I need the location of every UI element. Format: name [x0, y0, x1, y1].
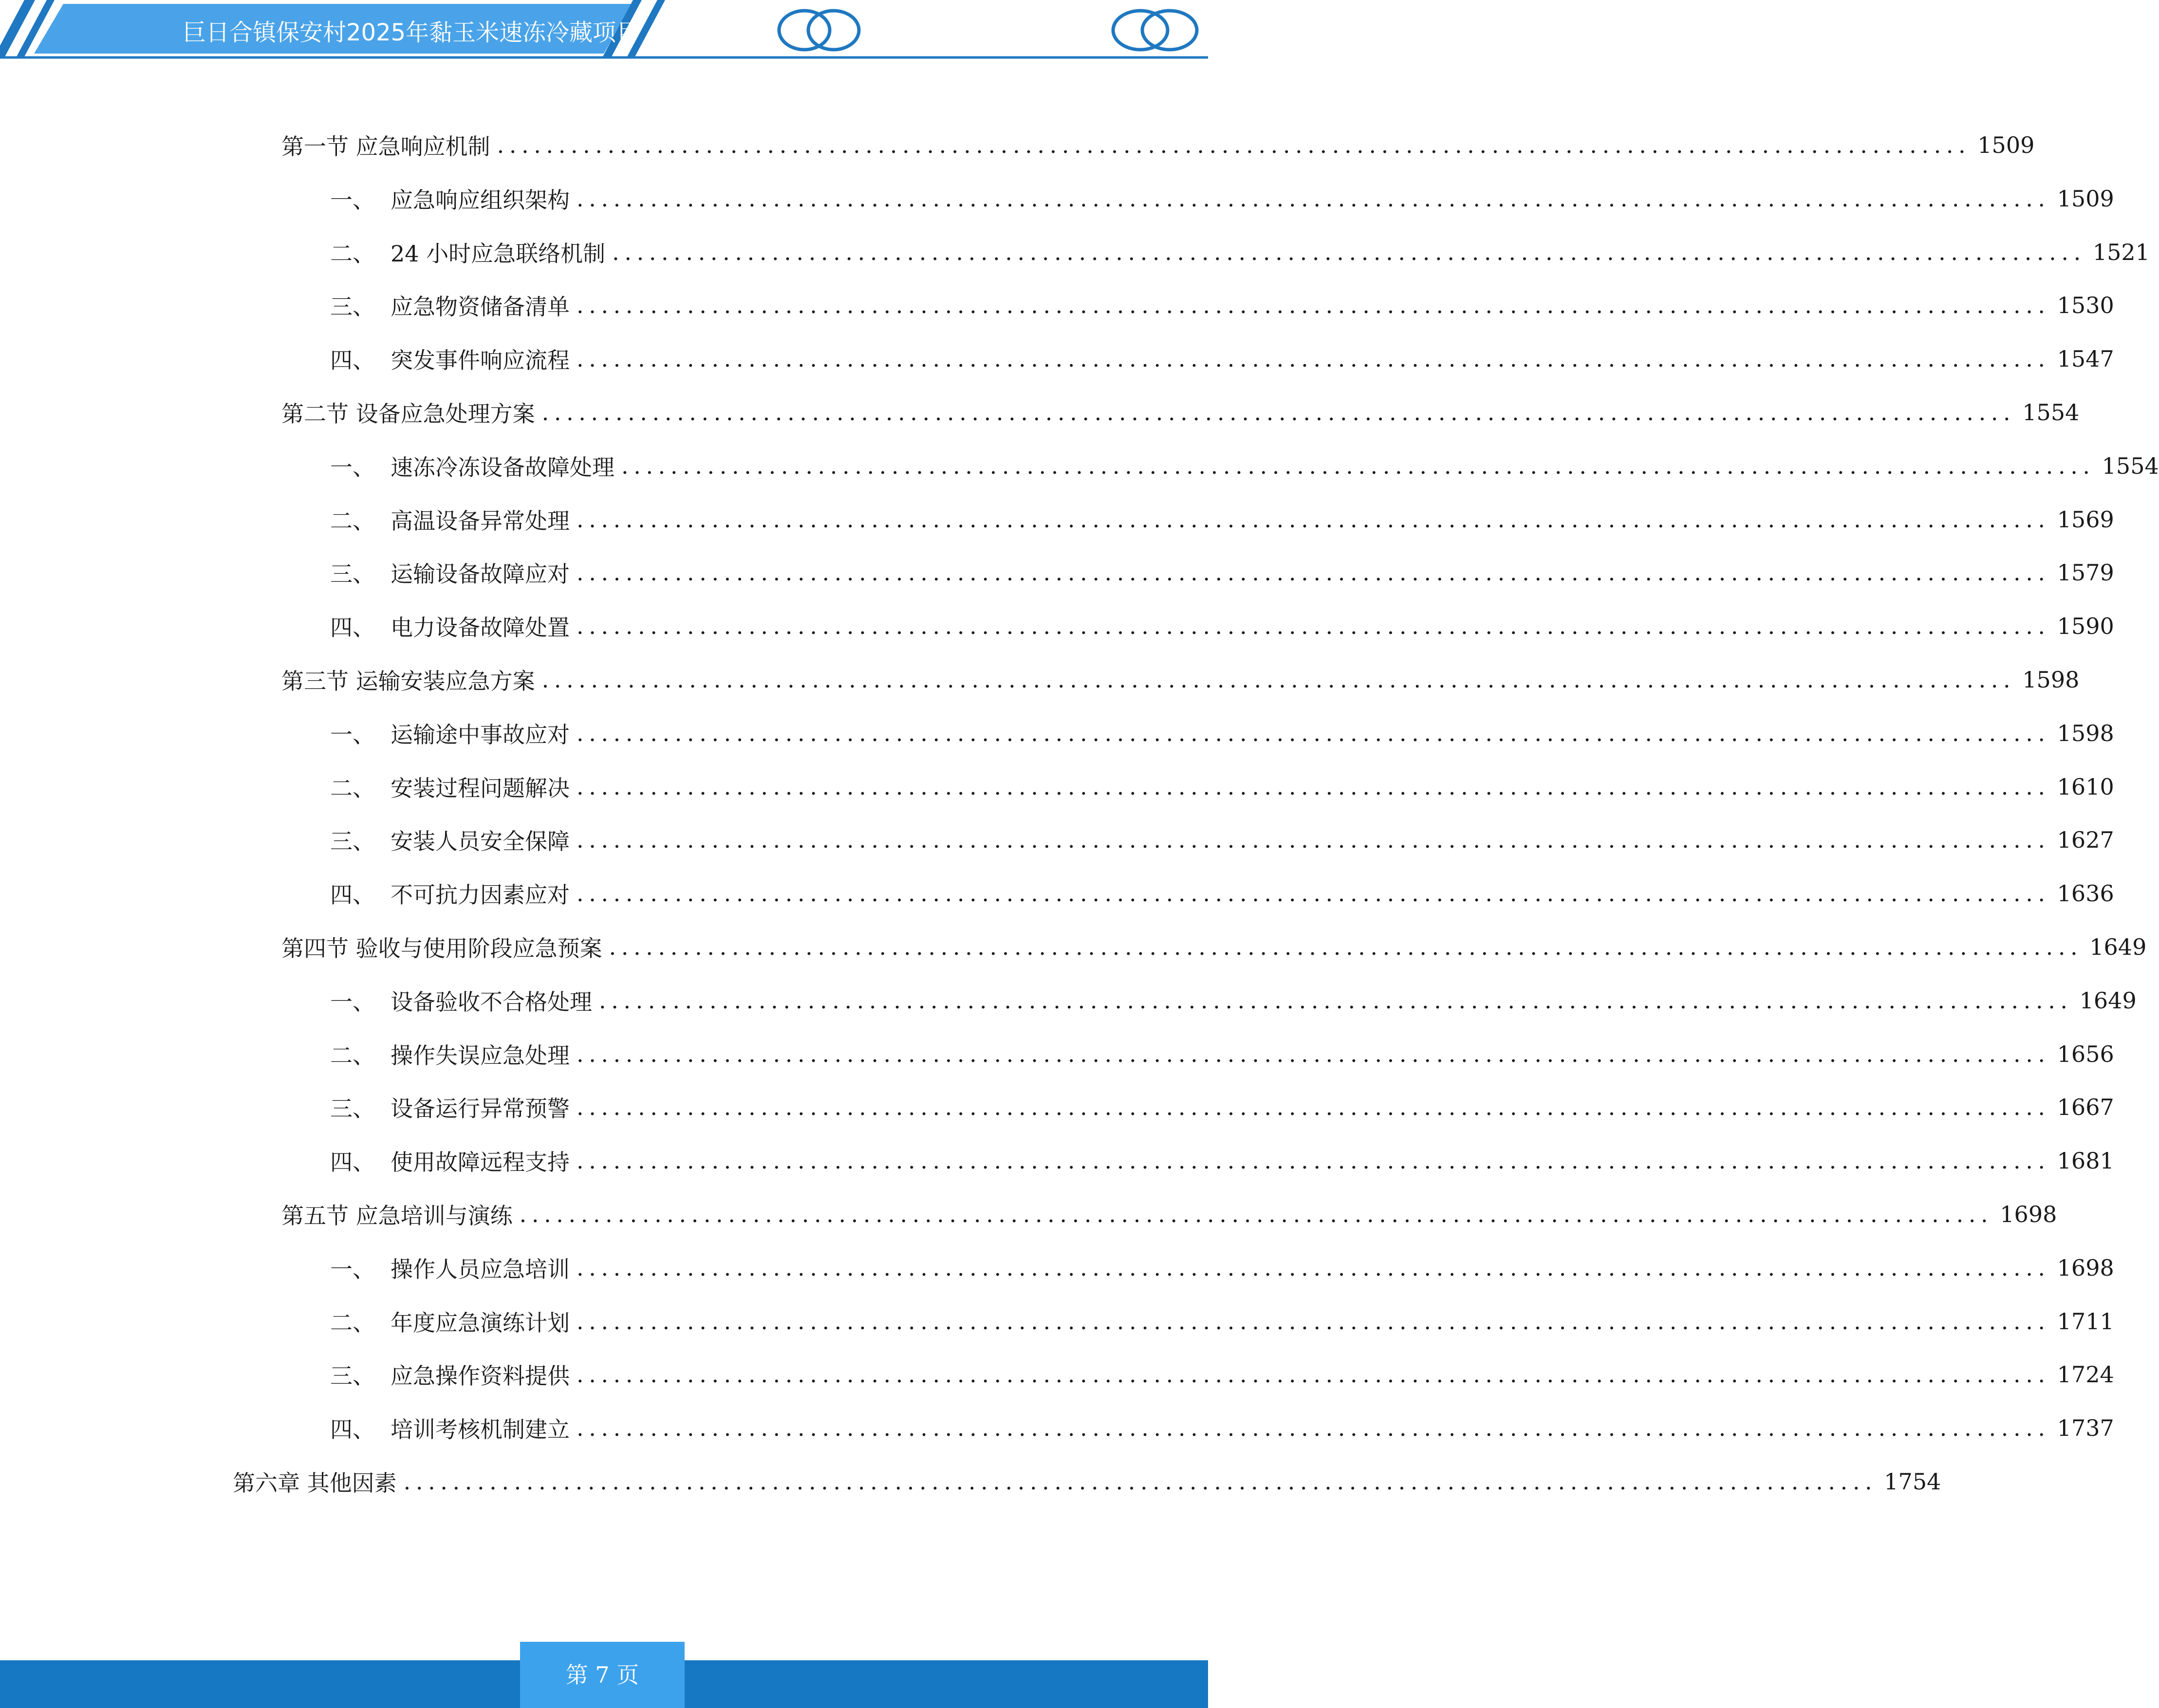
toc-page-number: 1627 — [2057, 827, 2114, 854]
toc-entry-title — [330, 1305, 570, 1337]
toc-section[interactable] — [281, 1197, 2057, 1231]
toc-page-number: 1554 — [2022, 399, 2080, 426]
toc-entry-label: 第一节 应急响应机制 — [281, 133, 490, 160]
toc-entry-index: 二、 — [330, 507, 375, 534]
toc-dot-leader: ........................................................................................................................ — [577, 613, 2050, 640]
toc-entry-label: 使用故障远程支持 — [391, 1149, 570, 1176]
toc-page-number: 1530 — [2057, 292, 2114, 319]
toc-entry-index: 四、 — [330, 1416, 375, 1443]
toc-page-number: 1698 — [2000, 1201, 2057, 1227]
toc-section[interactable] — [281, 128, 2035, 162]
toc-entry-label: 24 小时应急联络机制 — [391, 240, 606, 267]
header-logo-rings-center — [779, 11, 859, 50]
toc-chapter[interactable] — [233, 1465, 1941, 1499]
toc-page-number: 1521 — [2092, 239, 2150, 265]
toc-page-number: 1610 — [2057, 773, 2114, 800]
toc-entry-label: 第五节 应急培训与演练 — [281, 1203, 513, 1229]
toc-page-number: 1754 — [1884, 1468, 1941, 1495]
toc-item[interactable] — [330, 502, 2114, 537]
toc-dot-leader: ........................................................................................................................ — [577, 559, 2050, 586]
toc-entry-title — [281, 396, 535, 428]
toc-entry-label: 应急响应组织架构 — [391, 186, 570, 213]
toc-dot-leader: ........................................................................................................................ — [612, 239, 2086, 265]
toc-entry-title — [330, 610, 570, 642]
toc-entry-label: 设备运行异常预警 — [391, 1095, 570, 1122]
toc-item[interactable] — [330, 235, 2150, 269]
toc-entry-label: 设备验收不合格处理 — [391, 988, 592, 1015]
toc-entry-label: 应急操作资料提供 — [391, 1363, 570, 1390]
toc-page-number: 1698 — [2057, 1254, 2114, 1281]
toc-dot-leader: ........................................................................................................................ — [599, 987, 2073, 1014]
toc-section[interactable] — [281, 395, 2080, 429]
toc-entry-title — [330, 1412, 570, 1444]
toc-dot-leader: ........................................................................................................................ — [577, 1094, 2050, 1121]
toc-dot-leader: ........................................................................................................................ — [577, 1148, 2050, 1174]
toc-entry-index: 一、 — [330, 454, 375, 481]
toc-entry-title — [281, 1198, 513, 1230]
toc-entry-title — [330, 877, 570, 910]
page-header — [0, 0, 1208, 63]
toc-entry-title — [281, 664, 535, 696]
toc-entry-index: 二、 — [330, 240, 375, 267]
toc-entry-index: 三、 — [330, 1095, 375, 1122]
toc-entry-index: 二、 — [330, 1309, 375, 1336]
toc-dot-leader: ........................................................................................................................ — [577, 346, 2050, 372]
toc-entry-index: 四、 — [330, 347, 375, 374]
toc-entry-label: 第二节 设备应急处理方案 — [281, 401, 535, 427]
header-title: 巨日合镇保安村2025年黏玉米速冻冷藏项目 — [183, 19, 640, 46]
toc-page-number: 1737 — [2057, 1415, 2114, 1442]
toc-item[interactable] — [330, 449, 2159, 483]
toc-page-number: 1598 — [2022, 667, 2080, 693]
page-number: 第 7 页 — [520, 1642, 685, 1708]
toc-dot-leader: ........................................................................................................................ — [497, 132, 1971, 158]
toc-item[interactable] — [330, 182, 2114, 216]
header-stripe-left-1 — [0, 0, 35, 58]
toc-entry-index: 四、 — [330, 614, 375, 641]
toc-entry-title — [330, 1252, 570, 1284]
toc-dot-leader: ........................................................................................................................ — [577, 720, 2050, 746]
toc-entry-title — [330, 984, 592, 1017]
toc-section[interactable] — [281, 663, 2080, 697]
toc-entry-title — [330, 289, 570, 321]
toc-entry-label: 应急物资储备清单 — [391, 294, 570, 320]
toc-item[interactable] — [330, 609, 2114, 643]
toc-entry-index: 一、 — [330, 1256, 375, 1282]
toc-dot-leader: ........................................................................................................................ — [577, 292, 2050, 319]
toc-page-number: 1547 — [2057, 346, 2114, 372]
toc-page-number: 1590 — [2057, 613, 2114, 640]
toc-page-number: 1554 — [2102, 452, 2159, 479]
toc-page-number: 1724 — [2057, 1361, 2114, 1388]
toc-page-number: 1656 — [2057, 1040, 2114, 1067]
toc-item[interactable] — [330, 716, 2114, 750]
toc-dot-leader: ........................................................................................................................ — [541, 399, 2016, 426]
toc-dot-leader: ........................................................................................................................ — [577, 880, 2050, 907]
toc-page-number: 1681 — [2057, 1148, 2114, 1174]
toc-entry-index: 一、 — [330, 988, 375, 1015]
toc-item[interactable] — [330, 342, 2114, 376]
toc-entry-index: 二、 — [330, 775, 375, 801]
toc-entry-label: 培训考核机制建立 — [391, 1416, 570, 1443]
toc-entry-title — [330, 771, 570, 803]
toc-page-number: 1569 — [2057, 506, 2114, 533]
toc-dot-leader: ........................................................................................................................ — [577, 185, 2050, 212]
toc-dot-leader: ........................................................................................................................ — [577, 1308, 2050, 1335]
toc-entry-title — [330, 503, 570, 536]
toc-entry-title — [330, 450, 614, 482]
toc-dot-leader: ........................................................................................................................ — [541, 667, 2016, 693]
toc-entry-title — [330, 1145, 570, 1177]
toc-dot-leader: ........................................................................................................................ — [621, 452, 2095, 479]
toc-item[interactable] — [330, 1144, 2114, 1178]
toc-entry-label: 运输设备故障应对 — [391, 561, 570, 588]
toc-item[interactable] — [330, 984, 2137, 1018]
toc-dot-leader: ........................................................................................................................ — [609, 934, 2083, 960]
toc-entry-index: 三、 — [330, 828, 375, 855]
toc-item[interactable] — [330, 876, 2114, 910]
toc-page-number: 1636 — [2057, 880, 2114, 907]
toc-entry-title — [330, 183, 570, 215]
toc-entry-index: 一、 — [330, 186, 375, 213]
toc-dot-leader: ........................................................................................................................ — [519, 1201, 1993, 1227]
toc-page-number: 1649 — [2089, 934, 2147, 960]
toc-entry-index: 三、 — [330, 1363, 375, 1390]
toc-item[interactable] — [330, 1304, 2114, 1338]
toc-item[interactable] — [330, 770, 2114, 804]
toc-entry-label: 运输途中事故应对 — [391, 721, 570, 748]
toc-entry-index: 三、 — [330, 561, 375, 588]
toc-entry-index: 一、 — [330, 721, 375, 748]
toc-page-number: 1667 — [2057, 1094, 2114, 1121]
toc-dot-leader: ........................................................................................................................ — [577, 1254, 2050, 1281]
toc-item[interactable] — [330, 1357, 2114, 1392]
toc-dot-leader: ........................................................................................................................ — [577, 1415, 2050, 1442]
toc-dot-leader: ........................................................................................................................ — [577, 773, 2050, 800]
toc-page-number: 1649 — [2079, 987, 2137, 1014]
toc-entry-title — [330, 1091, 570, 1123]
toc-entry-label: 第六章 其他因素 — [233, 1470, 397, 1496]
toc-entry-label: 操作失误应急处理 — [391, 1042, 570, 1069]
toc-dot-leader: ........................................................................................................................ — [577, 1040, 2050, 1067]
toc-section[interactable] — [281, 930, 2147, 964]
toc-entry-title — [233, 1466, 397, 1498]
toc-entry-label: 操作人员应急培训 — [391, 1256, 570, 1282]
toc-entry-label: 第三节 运输安装应急方案 — [281, 668, 535, 694]
toc-item[interactable] — [330, 288, 2114, 322]
header-logo-rings-right — [1113, 11, 1197, 50]
toc-entry-label: 安装人员安全保障 — [391, 828, 570, 855]
toc-entry-title — [281, 931, 602, 963]
toc-page-number: 1509 — [2057, 185, 2114, 212]
toc-entry-label: 不可抗力因素应对 — [391, 882, 570, 909]
toc-entry-title — [330, 1358, 570, 1391]
toc-entry-label: 速冻冷冻设备故障处理 — [391, 454, 614, 481]
toc-item[interactable] — [330, 823, 2114, 857]
toc-entry-index: 四、 — [330, 882, 375, 909]
toc-entry-label: 第四节 验收与使用阶段应急预案 — [281, 935, 602, 962]
toc-page-number: 1598 — [2057, 720, 2114, 746]
toc-entry-label: 突发事件响应流程 — [391, 347, 570, 374]
toc-entry-title — [330, 557, 570, 589]
toc-item[interactable] — [330, 1411, 2114, 1445]
toc-entry-label: 安装过程问题解决 — [391, 775, 570, 801]
toc-item[interactable] — [330, 556, 2114, 590]
toc-entry-title — [330, 236, 605, 268]
toc-entry-label: 年度应急演练计划 — [391, 1309, 570, 1336]
toc-entry-label: 高温设备异常处理 — [391, 507, 570, 534]
toc-item[interactable] — [330, 1090, 2114, 1124]
toc-entry-title — [330, 717, 570, 749]
toc-item[interactable] — [330, 1251, 2114, 1285]
toc-entry-index: 三、 — [330, 294, 375, 320]
toc-dot-leader: ........................................................................................................................ — [577, 1361, 2050, 1388]
toc-dot-leader: ........................................................................................................................ — [577, 827, 2050, 854]
toc-page-number: 1579 — [2057, 559, 2114, 586]
toc-entry-index: 四、 — [330, 1149, 375, 1176]
toc-entry-index: 二、 — [330, 1042, 375, 1069]
toc-entry-title — [281, 129, 490, 161]
toc-entry-title — [330, 1038, 570, 1070]
toc-page-number: 1711 — [2057, 1308, 2114, 1335]
toc-item[interactable] — [330, 1037, 2114, 1071]
toc-page-number: 1509 — [1977, 132, 2035, 158]
toc-dot-leader: ........................................................................................................................ — [577, 506, 2050, 533]
toc-entry-label: 电力设备故障处置 — [391, 614, 570, 641]
toc-entry-title — [330, 343, 570, 375]
toc-dot-leader: ........................................................................................................................ — [403, 1468, 1878, 1495]
toc-entry-title — [330, 824, 570, 856]
